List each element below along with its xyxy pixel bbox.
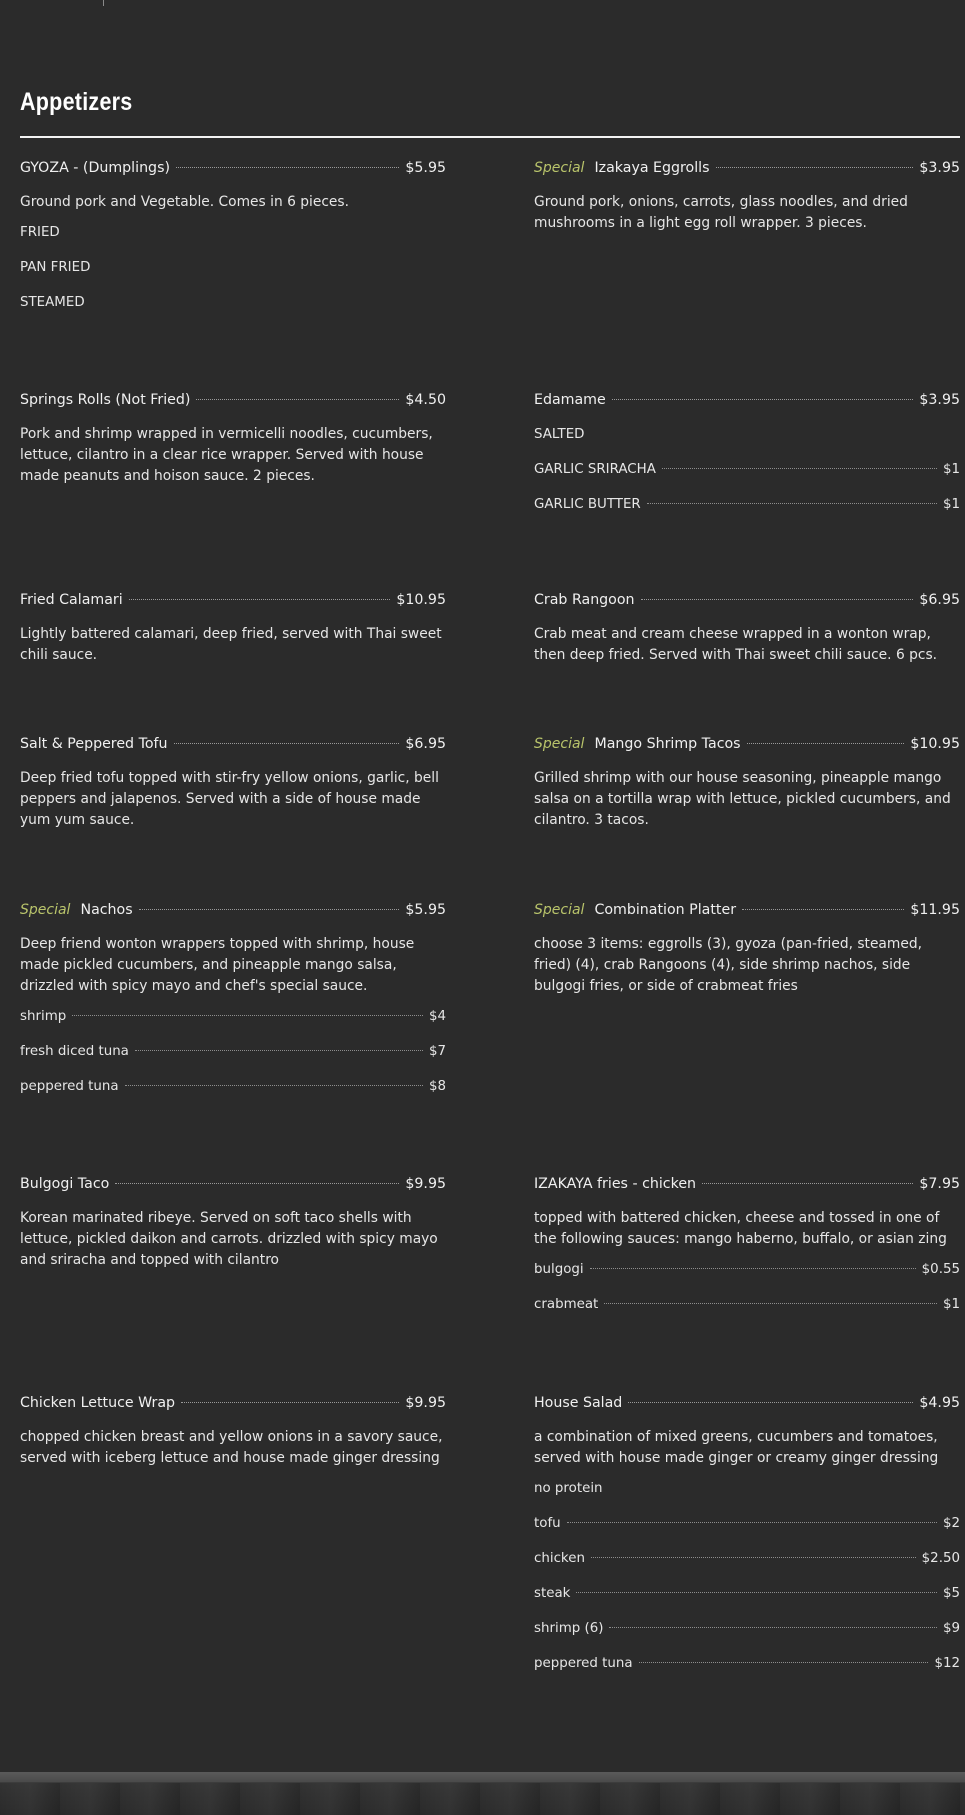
option-row	[20, 225, 446, 260]
menu-item	[20, 160, 446, 330]
menu-item	[534, 736, 960, 831]
dot-leader	[576, 1592, 937, 1593]
item-header	[20, 392, 446, 412]
item-description: Crab meat and cream cheese wrapped in a wonton wrap, then deep fried. Served with Thai sweet chili sauce. 6 pcs.	[534, 626, 938, 663]
dot-leader	[641, 599, 914, 600]
item-header	[20, 1176, 446, 1196]
item-header	[534, 392, 960, 412]
option-price: $1	[942, 462, 960, 477]
option-name: shrimp	[20, 1009, 67, 1024]
item-description: chopped chicken breast and yellow onions in a savory sauce, served with iceberg lettuce and house made ginger dressing	[20, 1429, 443, 1466]
option-name: PAN FRIED	[20, 260, 91, 275]
dot-leader	[628, 1402, 913, 1403]
item-description: Korean marinated ribeye. Served on soft taco shells with lettuce, pickled daikon and carrots. drizzled with spicy mayo and sriracha and topped with cilantro	[20, 1210, 438, 1268]
item-price: $6.95	[919, 592, 960, 608]
item-price: $5.95	[405, 160, 446, 176]
item-description: Ground pork and Vegetable. Comes in 6 pieces.	[20, 194, 349, 210]
item-options	[534, 1262, 960, 1332]
dot-leader	[604, 1303, 937, 1304]
item-name: Chicken Lettuce Wrap	[20, 1395, 176, 1411]
item-price: $4.50	[405, 392, 446, 408]
option-row	[20, 1079, 446, 1114]
item-price: $9.95	[405, 1395, 446, 1411]
option-price: $7	[428, 1044, 446, 1059]
dot-leader	[176, 167, 399, 168]
option-price: $0.55	[921, 1262, 960, 1277]
option-name: steak	[534, 1586, 571, 1601]
option-price: $1	[942, 497, 960, 512]
dot-leader	[181, 1402, 399, 1403]
item-name: Mango Shrimp Tacos	[594, 736, 741, 752]
special-tag: Special	[534, 902, 585, 918]
option-row	[534, 1586, 960, 1621]
item-options	[534, 427, 960, 532]
menu-item	[534, 902, 960, 997]
option-row	[534, 427, 960, 462]
option-name: tofu	[534, 1516, 561, 1531]
option-name: STEAMED	[20, 295, 85, 310]
item-header	[20, 592, 446, 612]
footer-bar	[0, 1772, 965, 1815]
item-name: Crab Rangoon	[534, 592, 635, 608]
item-name: House Salad	[534, 1395, 623, 1411]
item-price: $3.95	[919, 160, 960, 176]
item-header	[534, 160, 960, 180]
option-row	[534, 1621, 960, 1656]
item-price: $5.95	[405, 902, 446, 918]
option-name: peppered tuna	[534, 1656, 633, 1671]
dot-leader	[662, 468, 937, 469]
top-divider	[103, 0, 104, 6]
option-name: SALTED	[534, 427, 585, 442]
item-name: Salt & Peppered Tofu	[20, 736, 168, 752]
option-row	[534, 1481, 960, 1516]
dot-leader	[196, 399, 399, 400]
special-tag: Special	[534, 736, 585, 752]
option-row	[534, 1297, 960, 1332]
dot-leader	[125, 1085, 423, 1086]
item-header	[534, 1176, 960, 1196]
option-name: crabmeat	[534, 1297, 599, 1312]
item-description: a combination of mixed greens, cucumbers and tomatoes, served with house made ginger or creamy ginger dressing	[534, 1429, 939, 1466]
option-name: FRIED	[20, 225, 60, 240]
menu-item	[20, 592, 446, 666]
item-header	[534, 736, 960, 756]
item-header	[20, 1395, 446, 1415]
item-price: $3.95	[919, 392, 960, 408]
option-price: $2	[942, 1516, 960, 1531]
dot-leader	[716, 167, 914, 168]
item-name: Nachos	[80, 902, 133, 918]
menu-item	[534, 1395, 960, 1691]
item-header	[534, 902, 960, 922]
option-row	[20, 260, 446, 295]
option-price: $1	[942, 1297, 960, 1312]
option-name: shrimp (6)	[534, 1621, 604, 1636]
item-description: topped with battered chicken, cheese and tossed in one of the following sauces: mango haberno, buffalo, or asian zing	[534, 1210, 947, 1247]
section-divider	[20, 136, 960, 138]
item-price: $11.95	[910, 902, 960, 918]
dot-leader	[747, 743, 905, 744]
option-row	[534, 462, 960, 497]
item-options	[20, 1009, 446, 1114]
item-price: $6.95	[405, 736, 446, 752]
option-name: chicken	[534, 1551, 585, 1566]
item-price: $7.95	[919, 1176, 960, 1192]
option-row	[20, 1009, 446, 1044]
dot-leader	[639, 1662, 929, 1663]
dot-leader	[612, 399, 914, 400]
option-row	[534, 1551, 960, 1586]
option-name: bulgogi	[534, 1262, 584, 1277]
menu-item	[20, 1395, 446, 1469]
option-name: fresh diced tuna	[20, 1044, 129, 1059]
option-row	[534, 497, 960, 532]
section-title: Appetizers	[20, 88, 133, 116]
option-price: $4	[428, 1009, 446, 1024]
option-name: GARLIC SRIRACHA	[534, 462, 656, 477]
item-options	[20, 225, 446, 330]
dot-leader	[135, 1050, 423, 1051]
option-row	[534, 1516, 960, 1551]
dot-leader	[742, 909, 904, 910]
dot-leader	[647, 503, 937, 504]
option-name: GARLIC BUTTER	[534, 497, 641, 512]
item-price: $10.95	[910, 736, 960, 752]
item-price: $10.95	[396, 592, 446, 608]
dot-leader	[590, 1268, 916, 1269]
dot-leader	[174, 743, 400, 744]
item-header	[20, 160, 446, 180]
item-name: Edamame	[534, 392, 606, 408]
item-name: Bulgogi Taco	[20, 1176, 110, 1192]
item-description: choose 3 items: eggrolls (3), gyoza (pan-fried, steamed, fried) (4), crab Rangoons (4), side shrimp nachos, side bulgogi fries, or side of crabmeat fries	[534, 936, 922, 994]
menu-item	[534, 592, 960, 666]
option-row	[20, 1044, 446, 1079]
special-tag: Special	[20, 902, 71, 918]
item-description: Deep friend wonton wrappers topped with shrimp, house made pickled cucumbers, and pineapple mango salsa, drizzled with spicy mayo and chef's special sauce.	[20, 936, 415, 994]
option-price: $12	[934, 1656, 960, 1671]
item-price: $9.95	[405, 1176, 446, 1192]
option-row	[534, 1262, 960, 1297]
special-tag: Special	[534, 160, 585, 176]
item-name: IZAKAYA fries - chicken	[534, 1176, 697, 1192]
menu-item	[20, 902, 446, 1114]
item-price: $4.95	[919, 1395, 960, 1411]
dot-leader	[567, 1522, 937, 1523]
menu-item	[534, 392, 960, 532]
dot-leader	[139, 909, 400, 910]
menu-item	[534, 1176, 960, 1332]
option-row	[534, 1656, 960, 1691]
item-header	[20, 902, 446, 922]
item-name: Springs Rolls (Not Fried)	[20, 392, 191, 408]
dot-leader	[115, 1183, 399, 1184]
menu-item	[20, 1176, 446, 1271]
item-description: Grilled shrimp with our house seasoning, pineapple mango salsa on a tortilla wrap with lettuce, pickled cucumbers, and cilantro. 3 tacos.	[534, 770, 951, 828]
option-price: $8	[428, 1079, 446, 1094]
item-description: Lightly battered calamari, deep fried, served with Thai sweet chili sauce.	[20, 626, 442, 663]
menu-item	[534, 160, 960, 234]
item-header	[534, 592, 960, 612]
option-price: $5	[942, 1586, 960, 1601]
option-name: peppered tuna	[20, 1079, 119, 1094]
item-options	[534, 1481, 960, 1691]
dot-leader	[702, 1183, 913, 1184]
dot-leader	[591, 1557, 916, 1558]
item-header	[20, 736, 446, 756]
item-name: Fried Calamari	[20, 592, 123, 608]
item-name: Izakaya Eggrolls	[594, 160, 710, 176]
item-description: Deep fried tofu topped with stir-fry yellow onions, garlic, bell peppers and jalapenos. Served with a side of house made yum yum sauce.	[20, 770, 439, 828]
option-price: $9	[942, 1621, 960, 1636]
item-name: GYOZA - (Dumplings)	[20, 160, 170, 176]
dot-leader	[609, 1627, 936, 1628]
dot-leader	[72, 1015, 423, 1016]
item-name: Combination Platter	[594, 902, 737, 918]
item-header	[534, 1395, 960, 1415]
item-description: Ground pork, onions, carrots, glass noodles, and dried mushrooms in a light egg roll wrapper. 3 pieces.	[534, 194, 908, 231]
item-description: Pork and shrimp wrapped in vermicelli noodles, cucumbers, lettuce, cilantro in a clear rice wrapper. Served with house made peanuts and hoison sauce. 2 pieces.	[20, 426, 433, 484]
menu-item	[20, 736, 446, 831]
option-price: $2.50	[921, 1551, 960, 1566]
menu-item	[20, 392, 446, 487]
dot-leader	[129, 599, 391, 600]
option-row	[20, 295, 446, 330]
option-name: no protein	[534, 1481, 603, 1496]
